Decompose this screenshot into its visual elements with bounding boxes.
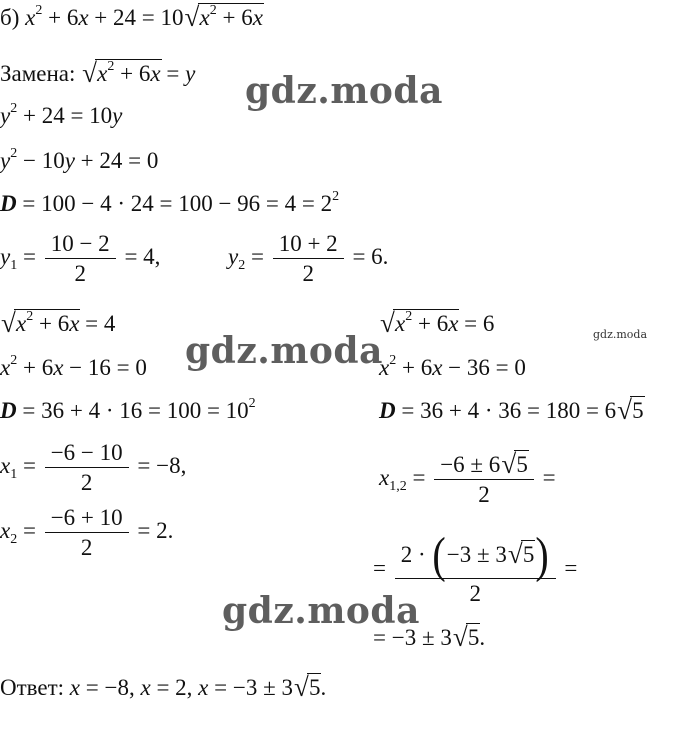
substitution-label: Замена: [0,61,76,86]
root-x12-result: = −3 ± 3√ 5. [373,626,485,649]
discriminant-1: $D = 100 - 4 \cdot 24 = 100 - 96 = 4 = 2^2$ [0,189,340,216]
left-discriminant: $D = 36 + 4 \cdot 16 = 100 = 10^2$ [0,396,256,423]
watermark-bottom: gdz.moda [222,590,420,632]
right-eq-sqrt: √ $x^2 + 6x = 6$ [379,312,494,335]
right-discriminant: D = 36 + 4 · 36 = 180 = 6√ 5 [379,399,644,422]
root-x2: $x_2$ = $\frac{-6 + 10}{2}$ = 2. [0,505,174,560]
substitution-line: Замена: √ $x^2 + 6x = y$ [0,62,195,85]
root-y2: $y_2$ = $\frac{10 + 2}{2}$ = 6. [228,231,389,286]
equation-main: б) $x^2 + 6x + 24 = 10√$ $x^2 + 6x$ [0,6,263,29]
right-eq-quadratic: $x^2 + 6x - 36 = 0$ [379,353,526,380]
left-eq-sqrt: √ $x^2 + 6x = 4$ [0,312,115,335]
eq-y-1: $y^2 + 24 = 10y$ [0,101,123,128]
left-eq-quadratic: $x^2 + 6x - 16 = 0$ [0,353,147,380]
root-y1: $y_1$ = $\frac{10 - 2}{2}$ = 4, [0,231,161,286]
watermark-middle: gdz.moda [185,330,383,372]
root-x12-step: = $\frac{2 \cdot (-3 \pm 3√ 5)}{2}$ = [373,535,577,605]
watermark-small: gdz.moda [593,328,648,341]
watermark-top: gdz.moda [245,70,443,112]
answer-line: Ответ: x = −8, x = 2, x = −3 ± 3√ 5. [0,676,326,699]
eq-y-2: $y^2 - 10y + 24 = 0$ [0,146,159,173]
part-label: б) [0,5,20,30]
answer-label: Ответ: [0,675,65,700]
root-x1: $x_1$ = $\frac{-6 - 10}{2}$ = −8, [0,440,187,495]
root-x12: $x_{1,2}$ = $\frac{-6 \pm 6√ 5}{2}$ = [379,453,556,506]
